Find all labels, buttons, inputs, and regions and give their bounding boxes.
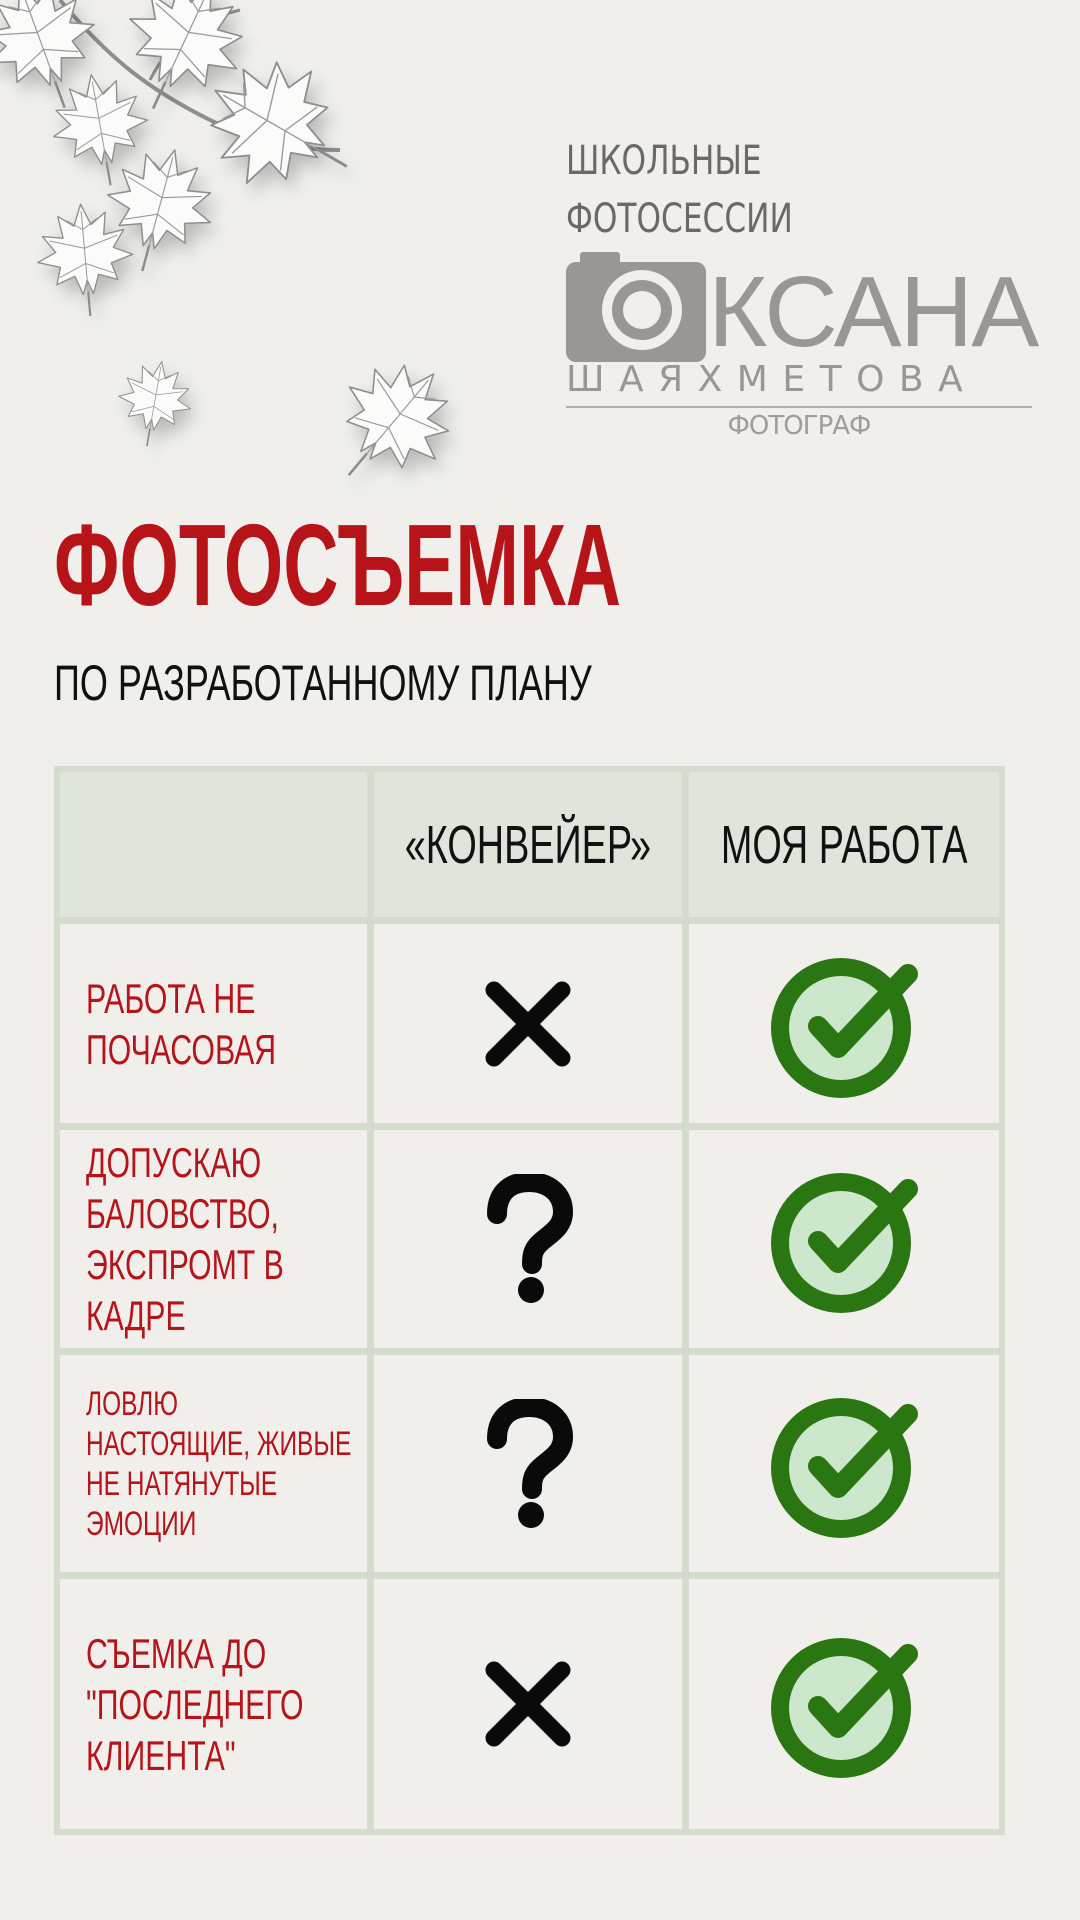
row-label-line: НЕ НАТЯНУТЫЕ	[86, 1464, 278, 1503]
cross-icon	[480, 976, 576, 1072]
question-icon	[483, 1174, 573, 1304]
row-label	[60, 1137, 361, 1341]
row-label	[60, 1628, 388, 1781]
comparison-grid	[60, 772, 999, 1829]
column-header-conveyor: «КОНВЕЙЕР»	[404, 814, 652, 875]
row-label-line: ЭКСПРОМТ В	[86, 1241, 284, 1288]
row-label-line: ЛОВЛЮ	[86, 1384, 178, 1423]
row-label-line: БАЛОВСТВО,	[86, 1190, 279, 1237]
mine-cell	[689, 924, 999, 1123]
row-label-line: ДОПУСКАЮ	[86, 1139, 262, 1186]
conveyor-cell	[374, 1579, 682, 1829]
check-circle-icon	[764, 944, 924, 1104]
row-label-cell	[60, 1130, 367, 1348]
check-circle-icon	[764, 1384, 924, 1544]
row-label-line: НАСТОЯЩИЕ, ЖИВЫЕ	[86, 1424, 352, 1463]
page-title: ФОТОСЪЕМКА	[54, 500, 622, 630]
row-label-line: КЛИЕНТА"	[86, 1731, 236, 1779]
logo-surname: ШАЯХМЕТОВА	[566, 359, 978, 400]
row-label-line: ЭМОЦИИ	[86, 1504, 197, 1543]
row-label	[60, 973, 350, 1075]
mine-cell	[689, 1130, 999, 1348]
comparison-table	[54, 766, 1005, 1835]
camera-icon	[566, 252, 710, 362]
row-label-line: КАДРЕ	[86, 1292, 186, 1339]
row-label-line: РАБОТА НЕ	[86, 974, 256, 1022]
cross-icon	[480, 1656, 576, 1752]
page-subtitle: ПО РАЗРАБОТАННОМУ ПЛАНУ	[54, 655, 592, 711]
brand-title-line1: ШКОЛЬНЫЕ	[566, 138, 762, 184]
column-header-mine: МОЯ РАБОТА	[720, 814, 968, 875]
check-circle-icon	[764, 1624, 924, 1784]
conveyor-cell	[374, 924, 682, 1123]
conveyor-cell	[374, 1355, 682, 1572]
mine-cell	[689, 1579, 999, 1829]
check-circle-icon	[764, 1159, 924, 1319]
header-cell-empty	[60, 772, 367, 917]
brand-block	[566, 132, 1038, 441]
logo-divider	[566, 406, 1032, 408]
row-label-line: ПОЧАСОВАЯ	[86, 1025, 277, 1073]
question-icon	[483, 1399, 573, 1529]
maple-leaves-decoration	[0, 0, 520, 520]
header-cell-mine	[689, 772, 999, 917]
row-label-cell	[60, 1579, 367, 1829]
mine-cell	[689, 1355, 999, 1572]
header-cell-conveyor	[374, 772, 682, 917]
logo-name: КСАНА	[708, 256, 1038, 368]
row-label-cell	[60, 1355, 367, 1572]
brand-title-line2: ФОТОСЕССИИ	[566, 196, 793, 242]
conveyor-cell	[374, 1130, 682, 1348]
logo	[566, 252, 1038, 368]
row-label-line: СЪЕМКА ДО	[86, 1629, 267, 1677]
row-label-line: "ПОСЛЕДНЕГО	[86, 1680, 304, 1728]
row-label-cell	[60, 924, 367, 1123]
logo-role: ФОТОГРАФ	[727, 411, 871, 441]
